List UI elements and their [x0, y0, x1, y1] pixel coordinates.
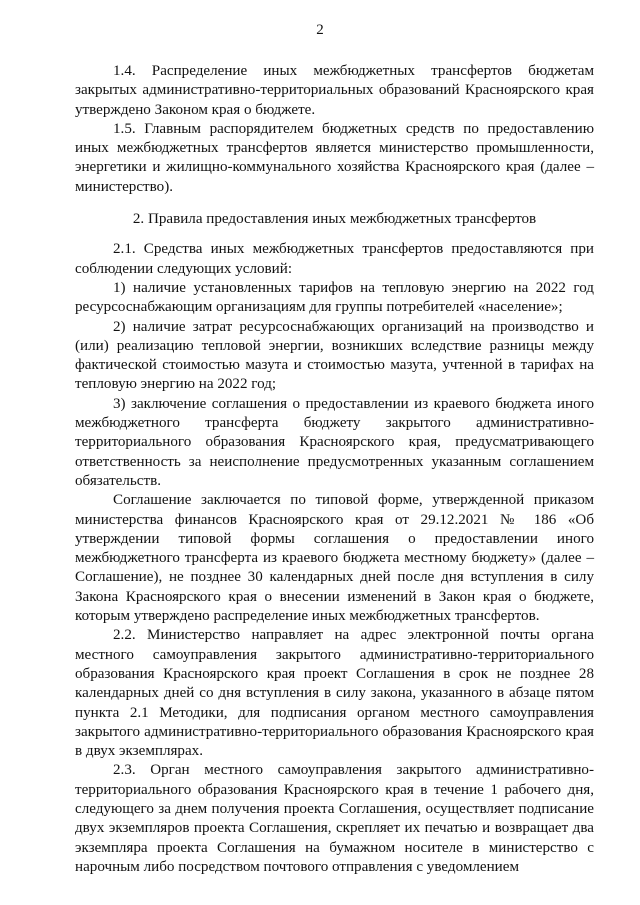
list-item-condition-1: 1) наличие установленных тарифов на тепловую энергию на 2022 год ресурсоснабжающим организациям для группы потребителей «население»;: [75, 279, 594, 316]
paragraph-1-5: 1.5. Главным распорядителем бюджетных средств по предоставлению иных межбюджетных трансфертов является министерство промышленности, энергетики и жилищно-коммунального хозяйства Красноярского края (далее – министерство).: [75, 120, 594, 195]
page-number: 2: [316, 22, 324, 38]
paragraph-agreement: Соглашение заключается по типовой форме, утвержденной приказом министерства финансов Красноярского края от 29.12.2021 № 186 «Об утверждении типовой формы соглашения о предоставлении иного межбюджетного трансферта из краевого бюджета местному бюджету» (далее – Соглашение), не позднее 30 календарных дней после дня вступления в силу Закона Красноярского края о внесении изменений в Закон края о бюджете, которым утверждено распределение иных межбюджетных трансфертов.: [75, 492, 594, 625]
paragraph-2-1: 2.1. Средства иных межбюджетных трансфертов предоставляются при соблюдении следующих условий:: [75, 241, 594, 277]
paragraph-2-2: 2.2. Министерство направляет на адрес электронной почты органа местного самоуправления закрытого административно-территориального образования Красноярского края проект Соглашения в срок не позднее 28 календарных дней со дня вступления в силу закона, указанного в абзаце пятом пункта 2.1 Методики, для подписания органом местного самоуправления закрытого административно-территориального образования Красноярского края в двух экземплярах.: [75, 627, 594, 760]
paragraph-2-3: 2.3. Орган местного самоуправления закрытого административно-территориального образования Красноярского края в течение 1 рабочего дня, следующего за днем получения проекта Соглашения, осуществляет подписание двух экземпляров проекта Соглашения, скрепляет их печатью и возвращает два экземпляра проекта Соглашения на бумажном носителе в министерство с нарочным либо посредством почтового отправления с уведомлением: [75, 762, 594, 875]
list-item-condition-2: 2) наличие затрат ресурсоснабжающих организаций на производство и (или) реализацию тепловой энергии, возникших вследствие разницы между фактической стоимостью мазута и стоимостью мазута, учтенной в тарифах на тепловую энергию на 2022 год;: [75, 318, 594, 393]
document-body: [75, 62, 594, 877]
paragraph-1-4: 1.4. Распределение иных межбюджетных трансфертов бюджетам закрытых административно-территориальных образований Красноярского края утверждено Законом края о бюджете.: [75, 63, 594, 118]
list-item-condition-3: 3) заключение соглашения о предоставлении из краевого бюджета иного межбюджетного трансферта бюджету закрытого административно-территориального образования Красноярского края, предусматривающего ответственность за неисполнение предусмотренных указанным соглашением обязательств.: [75, 395, 594, 489]
section-heading-2: 2. Правила предоставления иных межбюджетных трансфертов: [132, 211, 537, 228]
